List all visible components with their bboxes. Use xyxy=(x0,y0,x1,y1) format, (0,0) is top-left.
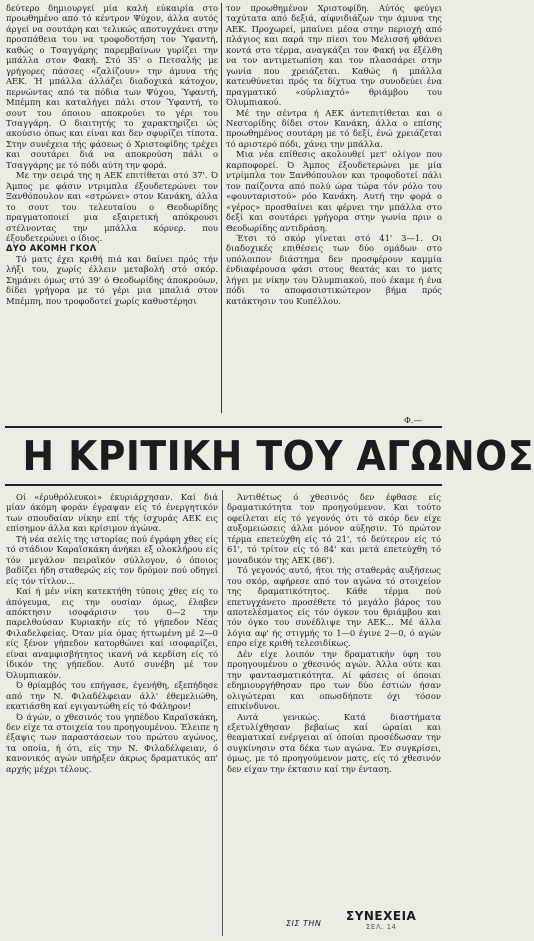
continuation-label: ΣΥΝΕΧΕΙΑ xyxy=(346,909,417,923)
article-paragraph: Έτσι τό σκόρ γίνεται στό 41' 3—1. Οι διαδοχικές επιθέσεις των δύο ομάδων στο υπόλοιπον διάστημα δεν προσφέρουν καμμία ένδιαφέρουσα φάσι στους θεατάς και το ματς λήγει με νίκην του Όλυμπιακού, πού έκαμε ή ένα πόδι το αποφασιστικώτερον βήμα πρός κατάκτησιν του Κυπέλλου. xyxy=(226,232,442,306)
column-divider xyxy=(221,3,222,413)
article-paragraph: δεύτερο δημιουργεί μία καλή εύκαιρία στο προωθημένο από τό κέντρον Ψύχον, άλλα αυτός άργεί να σουτάρη και τελικώς αποτυγχάνει στην προσπάθεια του να τροφοδοτήση τον Ύφαντή, καθώς ο Τσαγγάρης παρεμβαίνων γυρίζει την μπάλλα στον Φακή. Στό 35' ο Πετσαλής με γρήγορες πάσσες «ζαλίζουν» την άμυνα τής ΑΕΚ. Ή μπάλλα άλλάζει διαδοχικά κάτοχον, περνώντας από τα πόδια των Ψύχου, Ύφαντή, Μπέμπη και καταλήγει πάλι στον Ύφαντή, το σουτ του όποιου αποκρούει το γέρι του Τσαγγάρη. Ο διαιτητής το χαρακτηρίζει ώς ακούσιο όπως και είναι και δεν σφυρίζει τίποτα. Στην συνέχεια τής φάσεως ό Χριστοφίδης τρέχει και σουτάρει διά να αποκρούση πάλι ο Τσαγγάρης με τό πόδι αύτη την φορά. xyxy=(6,3,218,170)
article-paragraph: Τή νέα σελίς της ιστορίας πού έγράφη χθες είς τό στάδιον Καραϊσκάκη άνήκει εξ ολοκλήρου είς τόν μεγάλον πειραϊκόν σύλλογον, ό όποιος βαδίζει ήδη σταθερώς είς τον δρόμον πού οδηγεί είς τόν τίτλον... xyxy=(6,533,218,586)
article-paragraph: Ό θρίαμβός του επήγασε, έγενήθη, εξεπήδησε από την Ν. Φιλαδέλφειαν άλλ' έθεμελιώθη, εκατιάσθη καί εγιγαντώθη είς τό Φάληρον! xyxy=(6,680,218,712)
article-paragraph: Άντιθέτως ό χθεσινός δεν έφθασε είς δραματικότητα τον προηγούμενον. Και τούτο οφείλεται είς τό γεγονός ότι τό σκόρ δεν είχε αυξομειώσεις άλλα μόνον αύξησιν. Τό πρώτον τέρμα επετεύχθη είς τό 21', τό δεύτερον είς τό 61', τό τρίτον είς τό 84' και μετά επετεύχθη τό μοναδικόν της ΑΕΚ (86'). xyxy=(227,492,441,565)
article-paragraph: Μέ την σέντρα ή ΑΕΚ άντεπιτίθεται και ο Νεστορίδης δίδει στον Κανάκη, άλλα ο επίσης προωθημένος σουτάρη με τό δεξί, ένώ χρειάζεται τό αριστερό πόδι, χάνει την μπάλλα. xyxy=(226,107,442,149)
page-headline: Η ΚΡΙΤΙΚΗ ΤΟΥ ΑΓΩΝΟΣ xyxy=(22,432,534,480)
article-paragraph: τον προωθημένον Χριστοφίδη. Αύτός φεύγει ταχύτατα από δεξιά, αίφνιδιάζων την άμυνα της ΑΕΚ. Προχωρεί, μπαίνει μέσα στην περιοχή από πλάγιος και παρά την πίεσι του Μελισσή φθάνει κοντά στο τέρμα, αναγκάζει τον Φακή να έξέλθη να τον αντιμετωπίση και τον πλασσάρει στην γωνία που χρειάζεται. Καθώς ή μπάλλα κατευθύνεται πρός τα δίχτυα την συνοδεύει ένα πραγματικό «ούρλιαχτό» θριάμβου του Όλυμπιακού. xyxy=(226,3,442,108)
continuation-prefix: ΣΙΣ ΤΗΝ xyxy=(286,919,322,928)
article-paragraph: Καί ή μέν νίκη κατεκτήθη τύποις χθες είς το άπόγευμα, εις την ουσίαν όμως, έλαβεν απόκτησιν ισοφάρισιν του 0—2 την παρελθούσαν Κυριακήν είς τό γήπεδον Νέας Φιλαδελφείας. Όταν μία όμας ήττωμένη μέ 2—0 είς ξένον γήπεδον κατορθώνει καί ισοφαρίζει, είναι αναμφισβήτητος ικανή νά κερδίση είς τό ίδικόν της γήπεδον. Αυτό συνέβη μέ τον Όλυμπιακόν. xyxy=(6,586,218,680)
article-paragraph: Ό άγών, ο χθεσινός του γηπέδου Καραϊσκάκη, δεν είχε τα στοιχεία του προηγουμένου. Έλειπε η έξαψις των παραστάσεων του πρώτου αγώνος, τα οποία, ή ότι, είς την Ν. Φιλαδέλφειαν, ό κανονικός αγών υπήρξεν άκρως δραματικός απ' αρχής μέχρι τέλους. xyxy=(6,711,218,774)
article-paragraph: Μια νέα επίθεσις ακολουθεί μετ' ολίγον που καρποφορεί. Ό Άμπος έξουδετερώνει με μία ντρίμπλα τον Ξανθόπουλον και τροφοδοτεί πάλι τον παίζοντα από πολύ ώρα τώρα τόν ρόλο του «φουνταριστού» ρόο Κανάκη. Αυτή την φορά ο «γέρος» προσθαίνει και φέρνει την μπάλλα στο δεξί και σουτάρει γρήγορα στην γωνία πριν ο Θεοδωρίδης αντιδράση. xyxy=(226,149,442,233)
headline-rule-top xyxy=(5,426,442,428)
article-paragraph: Οί «έρυθρόλευκοι» έκυριάρχησαν. Καί διά μίαν άκόμη φοράν έγραψαν είς τό ένεργητικόν των σπουδαίαν νίκην επί τής ίσχυράς ΑΕΚ εις επίσημον άλλα και κρίσιμον άγώνα. xyxy=(6,492,218,534)
article-column-bottom-right xyxy=(227,492,441,892)
author-initials: Φ.— xyxy=(404,415,422,425)
article-paragraph: Τό γεγονός αυτό, ήτοι τής σταθεράς αυξήσεως του σκόρ, αφήρεσε από τον αγώνα τό στοιχείον της δραματικότητος. Κάθε τέρμα πού επετυγχάνετο προσέθετε τό μεγάλο βάρος του αποτελέσματος είς τόν όγκον του θριάμβου και τόν όγκο του συνέδλιψε την ΑΕΚ... Μέ άλλα λόγια αφ' ής στιγμής το 1—0 έγινε 2—0, ό αγών επρο είχε κριθή τελεσιδίκως. xyxy=(227,565,441,649)
article-paragraph: Δέν είχε λοιπόν την δραματικήν ύφη του προηγουμένου ο χθεσινός αγών. Άλλα ούτε και την φαντασματικότητα. Αί φάσεις οί όποιαι εδημιουργήθησαν προ των δύο έστιών ήσαν ολιγώτεραι και οπωσδήποτε όχι τόσον επικίνδυνοι. xyxy=(227,648,441,712)
article-column-bottom-left xyxy=(6,492,218,936)
article-column-top-right xyxy=(226,3,442,416)
headline-rule-bottom xyxy=(5,484,442,486)
article-paragraph: Με την σειρά της η ΑΕΚ επιτίθεται στό 37'. Ό Άμπος με φάσιν ντριμπλα έξουδετερώνει τον Ξανθόπουλον και «στρώνει» στον Κανάκη, άλλα το σουτ του τελευταίου ο Θεοδωρίδης πραγματοποιεί μια εξαιρετική απόκρουσι στέλνοντας την μπάλλα κόρνερ. που έξουδετερώνει ο ίδιος. xyxy=(6,170,218,243)
article-paragraph: Αυτά γενικώς. Κατά διαστήματα εξετυλίχθησαν βεβαίως καί ώραίαι και θεαματικαί ενέργειαι αί όποίαι προσέδωσαν την συγκίνησιν στα δέκα των αγώνα. Έν συγκρίσει, όμως, με τό προηγούμενον ματς, είς τό χθεσινόν δεν είχαν την έκτασιν καί την ένταση. xyxy=(227,711,441,774)
continuation-note xyxy=(286,908,442,934)
continuation-page: ΣΕΛ. 14 xyxy=(366,923,397,931)
article-column-top-left xyxy=(6,3,218,338)
article-paragraph: Τό ματς έχει κριθή πιά και δαίνει πρός τήν λήξι του, χωρίς έλλειν μεταβολή στό σκόρ. Σημάνει όμως στό 39' ό Θεοδωρίδης άποκρούων, δίδει γρήγορα με τό γέρι μια μπαλιά στον Μπέμπη, που τροφοδοτεί χωρίς καθυστέρησι xyxy=(6,253,218,306)
section-subheading: ΔΥΟ ΑΚΟΜΗ ΓΚΟΛ xyxy=(6,243,97,254)
column-divider xyxy=(222,490,223,936)
